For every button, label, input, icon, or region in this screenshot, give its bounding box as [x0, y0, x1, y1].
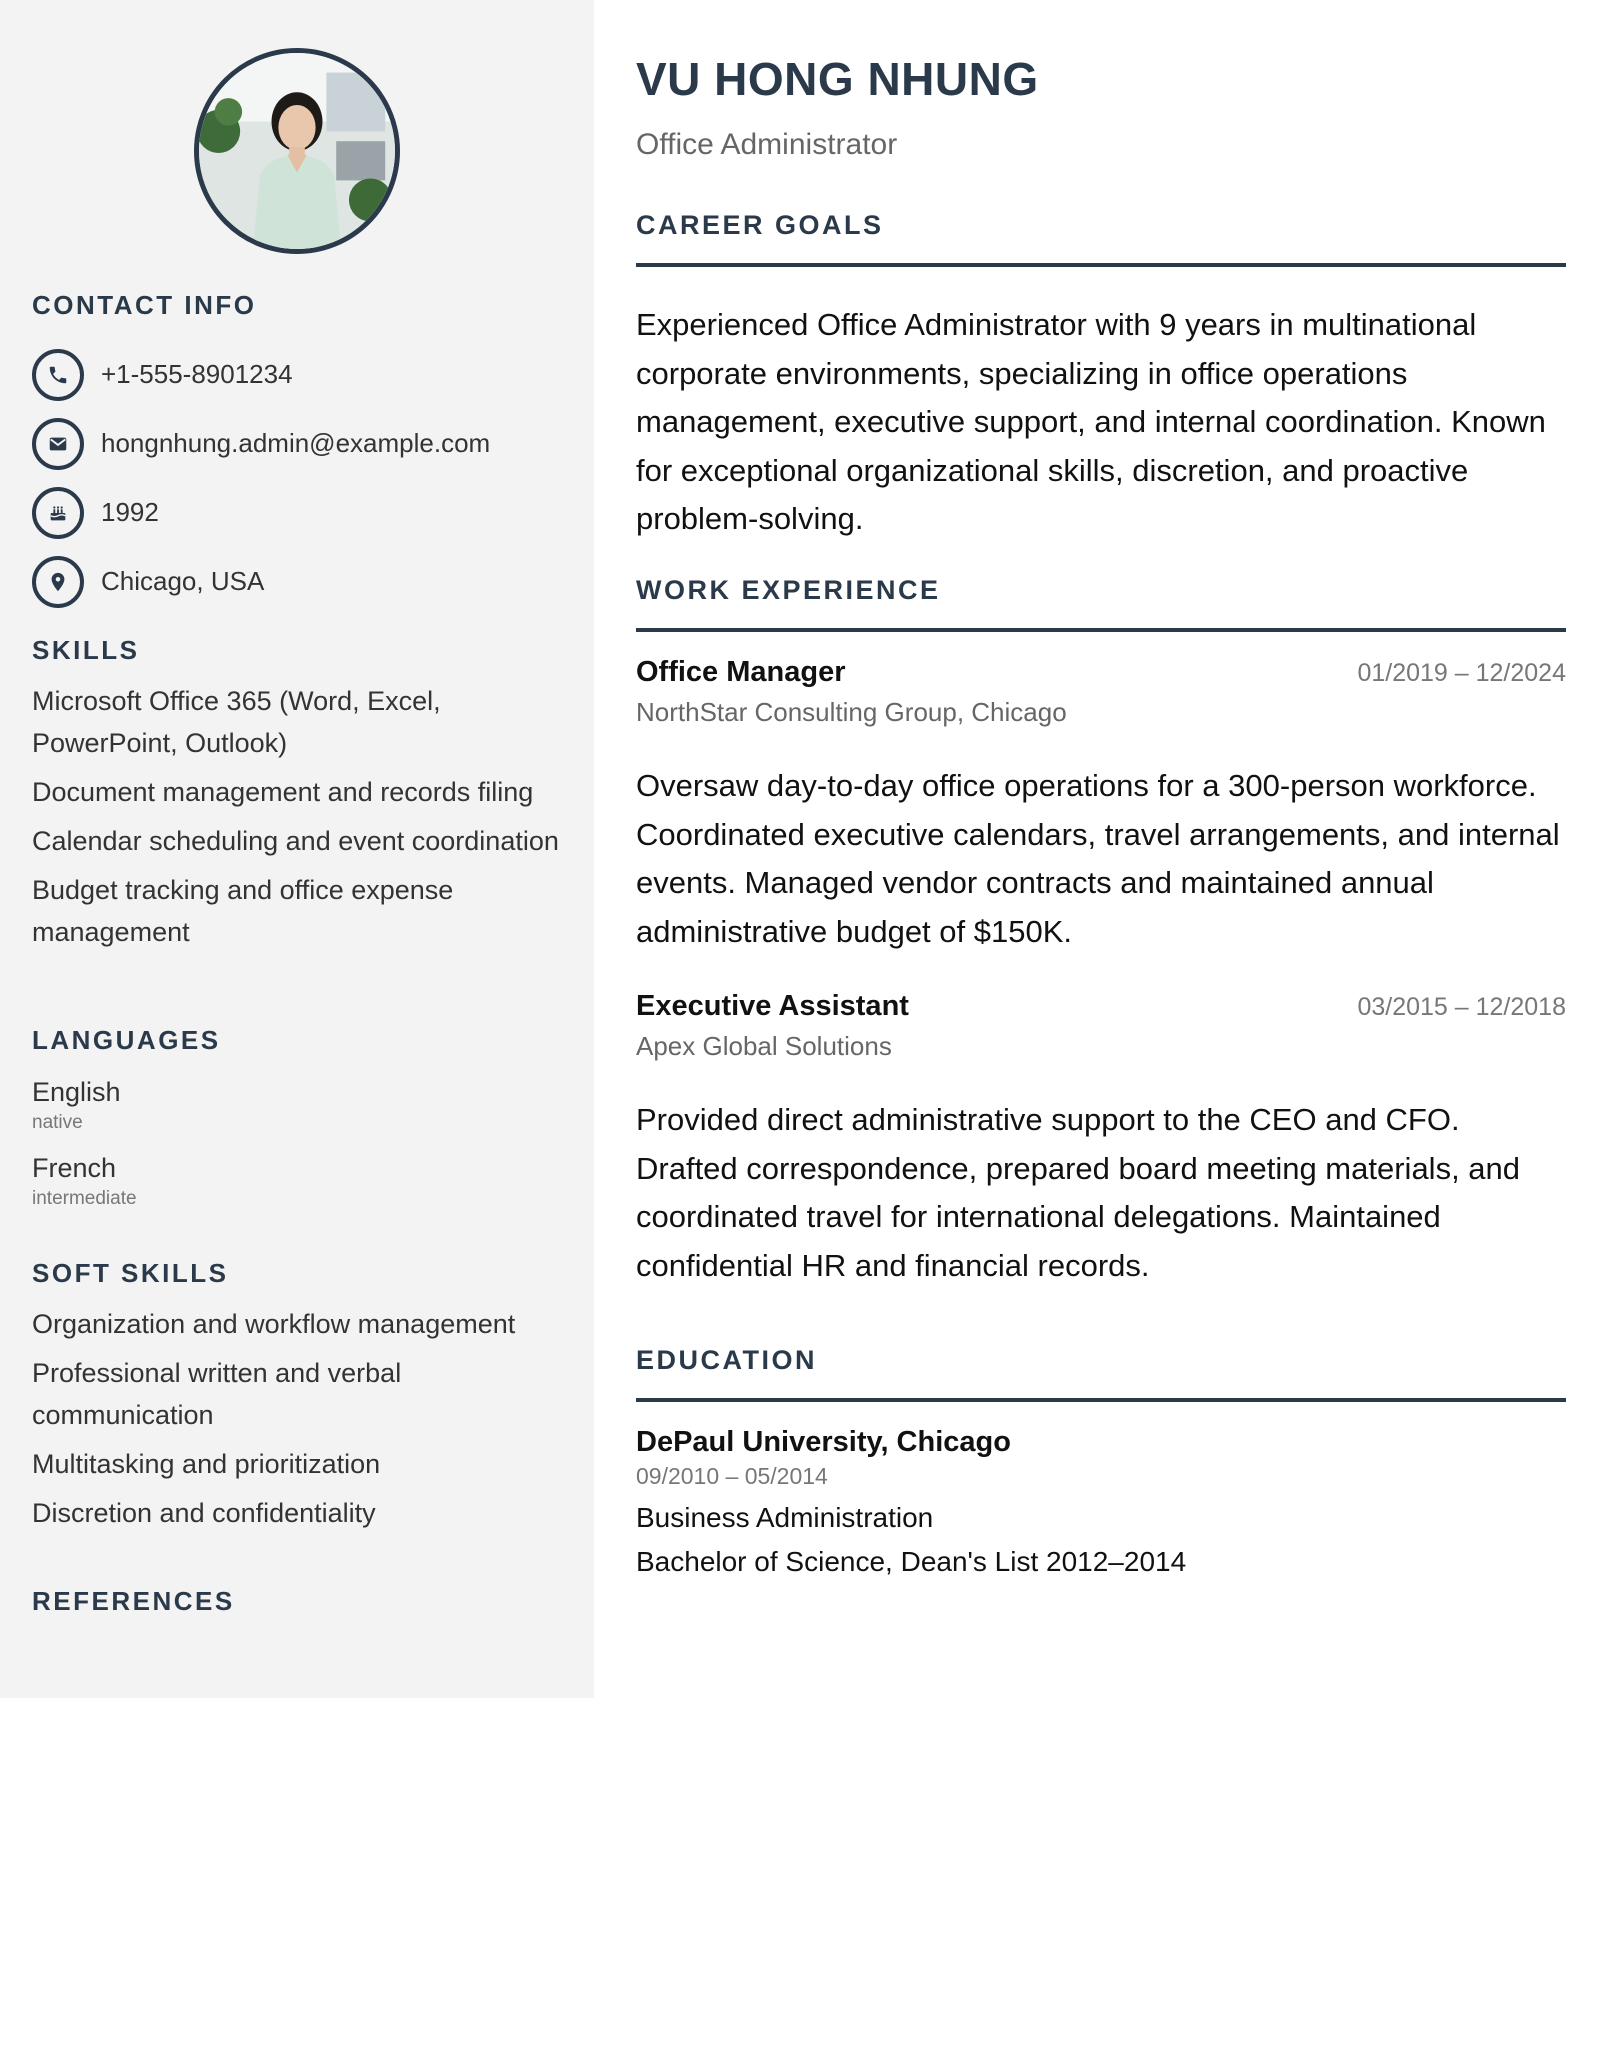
phone-number: +1-555-8901234 [101, 359, 293, 389]
career-goals-heading: CAREER GOALS [636, 210, 884, 240]
avatar [194, 48, 400, 254]
soft-skill-item: Organization and workflow management [32, 1309, 516, 1339]
skill-item: Budget tracking and office expense management [32, 875, 454, 947]
job-dates: 01/2019 – 12/2024 [1357, 659, 1566, 687]
languages-section [32, 1025, 562, 1226]
email-icon [32, 418, 84, 470]
contact-email [32, 409, 490, 478]
soft-skill-item: Discretion and confidentiality [32, 1498, 376, 1528]
references-heading: REFERENCES [32, 1586, 235, 1616]
candidate-name: VU HONG NHUNG [636, 53, 1039, 105]
contact-birth-year [32, 478, 490, 547]
skill-item: Microsoft Office 365 (Word, Excel, PowerPoint, Outlook) [32, 686, 441, 758]
email-address: hongnhung.admin@example.com [101, 428, 491, 458]
job-description: Provided direct administrative support to the CEO and CFO. Drafted correspondence, prepared board meeting materials, and coordinated travel for international delegations. Maintained confidential HR and financial records. [636, 1102, 1521, 1283]
contact-info-heading: CONTACT INFO [32, 290, 257, 320]
work-experience-heading: WORK EXPERIENCE [636, 575, 941, 605]
skills-heading: SKILLS [32, 635, 140, 665]
languages-heading: LANGUAGES [32, 1025, 221, 1055]
references-section [32, 1586, 562, 1617]
language-level: intermediate [32, 1188, 137, 1209]
skill-item: Calendar scheduling and event coordination [32, 826, 559, 856]
location-pin-icon [32, 556, 84, 608]
job-dates: 03/2015 – 12/2018 [1357, 993, 1566, 1021]
skill-item: Document management and records filing [32, 777, 534, 807]
job-entry [636, 990, 1566, 1290]
soft-skill-item: Multitasking and prioritization [32, 1449, 381, 1479]
soft-skill-item: Professional written and verbal communication [32, 1358, 402, 1430]
sidebar [0, 0, 594, 1698]
birthday-cake-icon [32, 487, 84, 539]
education-school: DePaul University, Chicago [636, 1426, 1011, 1458]
soft-skills-section [32, 1258, 562, 1541]
education-section [636, 1345, 1566, 1584]
contact-list [32, 340, 490, 616]
profile-photo-illustration [199, 53, 395, 249]
language-level: native [32, 1112, 83, 1133]
language-name: French [32, 1153, 117, 1183]
job-company: NorthStar Consulting Group, Chicago [636, 697, 1067, 727]
contact-location [32, 547, 490, 616]
contact-phone [32, 340, 490, 409]
section-divider [636, 263, 1566, 267]
career-goals-text: Experienced Office Administrator with 9 years in multinational corporate environments, specializing in office operations management, executive support, and internal coordination. Known for exceptional organizational skills, discretion, and proactive problem-solving. [636, 307, 1546, 536]
job-title: Office Manager [636, 656, 846, 688]
location: Chicago, USA [101, 566, 265, 596]
section-divider [636, 628, 1566, 632]
skills-section [32, 635, 562, 960]
education-degree: Bachelor of Science, Dean's List 2012–2014 [636, 1546, 1187, 1577]
job-entry [636, 656, 1566, 956]
job-title: Executive Assistant [636, 990, 909, 1022]
phone-icon [32, 349, 84, 401]
job-company: Apex Global Solutions [636, 1031, 892, 1061]
soft-skills-heading: SOFT SKILLS [32, 1258, 229, 1288]
birth-year: 1992 [101, 497, 159, 527]
job-header [636, 656, 1566, 689]
language-name: English [32, 1077, 121, 1107]
education-heading: EDUCATION [636, 1345, 817, 1375]
education-field: Business Administration [636, 1502, 934, 1533]
education-dates: 09/2010 – 05/2014 [636, 1463, 828, 1489]
job-description: Oversaw day-to-day office operations for a 300-person workforce. Coordinated executive calendars, travel arrangements, and internal events. Managed vendor contracts and maintained annual administrative budget of $150K. [636, 768, 1560, 949]
education-entry [636, 1426, 1566, 1584]
work-experience-section [636, 575, 1566, 1290]
career-goals-section [636, 210, 1566, 544]
candidate-role: Office Administrator [636, 128, 898, 161]
job-header [636, 990, 1566, 1023]
section-divider [636, 1398, 1566, 1402]
